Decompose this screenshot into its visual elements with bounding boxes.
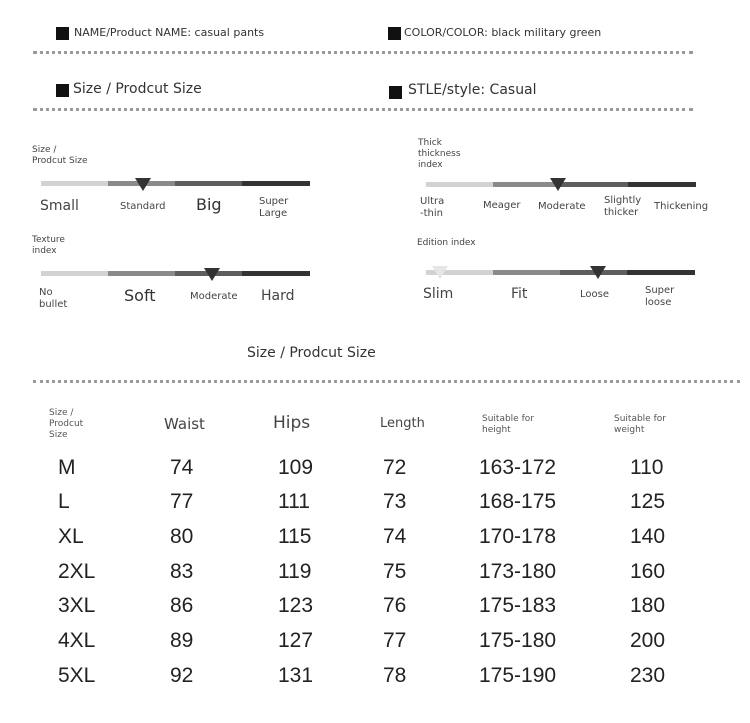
size-tick-super-large: Super Large — [259, 196, 289, 219]
cell-waist: 77 — [170, 490, 194, 513]
edition-scale-marker — [590, 266, 606, 279]
cell-length: 74 — [383, 525, 407, 548]
cell-weight: 230 — [630, 664, 666, 687]
texture-scale-bar — [41, 271, 310, 276]
header-length: Length — [380, 416, 425, 431]
size-tick-big: Big — [196, 195, 222, 214]
size-tick-standard: Standard — [120, 201, 166, 212]
divider — [33, 380, 740, 383]
cell-weight: 200 — [630, 629, 666, 652]
cell-height: 175-180 — [479, 629, 557, 652]
edition-tick-loose: Loose — [580, 289, 609, 300]
bullet-square-icon — [56, 84, 69, 97]
cell-size: 3XL — [58, 594, 96, 617]
size-table-heading: Size / Prodcut Size — [247, 345, 376, 361]
thickness-tick-meager: Meager — [483, 200, 521, 211]
product-size: Size / Prodcut Size — [73, 81, 202, 97]
size-scale-title: Size / Prodcut Size — [32, 145, 88, 166]
cell-size: 2XL — [58, 560, 96, 583]
cell-length: 75 — [383, 560, 407, 583]
divider — [33, 108, 693, 111]
bullet-square-icon — [56, 27, 69, 40]
cell-hips: 111 — [278, 490, 310, 513]
cell-weight: 110 — [630, 456, 664, 479]
texture-tick-no-bullet: No bullet — [39, 287, 68, 310]
thickness-scale-title: Thick thickness index — [418, 138, 461, 170]
cell-length: 72 — [383, 456, 407, 479]
texture-scale-marker — [204, 268, 220, 281]
header-waist: Waist — [164, 415, 205, 433]
edition-scale-bar — [426, 270, 695, 275]
header-size: Size / Prodcut Size — [49, 408, 84, 440]
cell-weight: 125 — [630, 490, 666, 513]
product-name: NAME/Product NAME: casual pants — [74, 26, 265, 39]
cell-height: 170-178 — [479, 525, 557, 548]
header-height: Suitable for height — [482, 414, 534, 435]
cell-size: M — [58, 456, 76, 479]
edition-tick-super-loose: Super loose — [645, 285, 675, 308]
texture-scale-title: Texture index — [32, 235, 65, 256]
cell-height: 163-172 — [479, 456, 557, 479]
thickness-scale-marker — [550, 178, 566, 191]
divider — [33, 51, 693, 54]
thickness-tick-moderate: Moderate — [538, 201, 586, 212]
cell-size: L — [58, 490, 70, 513]
cell-waist: 83 — [170, 560, 194, 583]
cell-size: XL — [58, 525, 84, 548]
cell-hips: 123 — [278, 594, 314, 617]
cell-weight: 160 — [630, 560, 666, 583]
cell-weight: 140 — [630, 525, 666, 548]
cell-length: 73 — [383, 490, 407, 513]
cell-waist: 89 — [170, 629, 194, 652]
size-tick-small: Small — [40, 198, 79, 214]
cell-length: 76 — [383, 594, 407, 617]
cell-hips: 115 — [278, 525, 312, 548]
thickness-tick-slightly-thicker: Slightly thicker — [604, 195, 642, 218]
edition-tick-slim: Slim — [423, 286, 454, 302]
cell-waist: 74 — [170, 456, 194, 479]
cell-hips: 127 — [278, 629, 314, 652]
cell-waist: 80 — [170, 525, 194, 548]
product-style: STLE/style: Casual — [408, 82, 537, 98]
bullet-square-icon — [389, 86, 402, 99]
size-scale-marker — [135, 178, 151, 191]
cell-height: 175-183 — [479, 594, 557, 617]
bullet-square-icon — [388, 27, 401, 40]
texture-tick-moderate: Moderate — [190, 291, 238, 302]
cell-hips: 131 — [278, 664, 314, 687]
edition-scale-faded-marker — [432, 266, 448, 279]
cell-height: 175-190 — [479, 664, 557, 687]
cell-size: 4XL — [58, 629, 96, 652]
cell-waist: 92 — [170, 664, 194, 687]
cell-weight: 180 — [630, 594, 666, 617]
thickness-tick-thickening: Thickening — [654, 201, 709, 212]
cell-length: 77 — [383, 629, 407, 652]
cell-height: 173-180 — [479, 560, 557, 583]
cell-length: 78 — [383, 664, 407, 687]
product-color: COLOR/COLOR: black military green — [404, 26, 602, 39]
texture-tick-hard: Hard — [261, 288, 295, 304]
texture-tick-soft: Soft — [124, 286, 156, 305]
cell-waist: 86 — [170, 594, 194, 617]
header-weight: Suitable for weight — [614, 414, 666, 435]
cell-height: 168-175 — [479, 490, 557, 513]
thickness-tick-ultra-thin: Ultra -thin — [420, 196, 445, 219]
cell-size: 5XL — [58, 664, 96, 687]
edition-tick-fit: Fit — [511, 286, 528, 302]
size-scale-bar — [41, 181, 310, 186]
edition-scale-title: Edition index — [417, 238, 476, 248]
header-hips: Hips — [273, 413, 311, 433]
cell-hips: 109 — [278, 456, 314, 479]
cell-hips: 119 — [278, 560, 312, 583]
